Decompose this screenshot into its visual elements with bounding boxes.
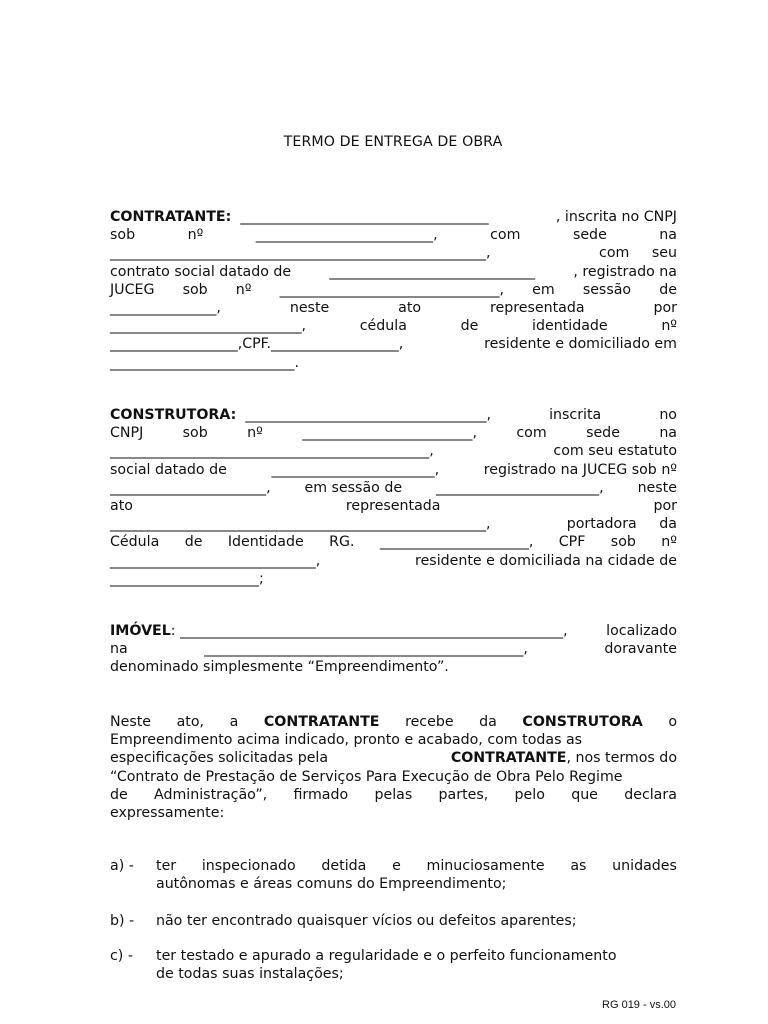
text-line: Empreendimento acima indicado, pronto e acabado, com todas as [110,732,583,749]
text-line: expressamente: [110,804,225,821]
text-line: ______________________, em sessão de _______________________, neste [110,479,677,496]
text-line: _____________________________, residente e domiciliada na cidade de [110,552,677,569]
form-code: RG 019 - vs.00 [602,999,676,1011]
list-item [156,912,677,930]
text-line: não ter encontrado quaisquer vícios ou defeitos aparentes; [156,913,577,929]
blank-field: ___________________________________ [240,209,489,225]
text-line: sob nº _________________________, com sede na [110,227,677,244]
imovel-label: IMÓVEL [110,623,171,639]
list-item-label: a) - [110,858,134,874]
text-line: _______________, neste ato representada por [110,299,677,316]
blank-field: _____________________________________________________, [110,516,491,533]
text-line: contrato social datado de _____________________________ , registrado na [110,263,677,280]
blank-field: ________________________, [302,425,477,442]
text-line: CNPJ sob nº ________________________, com sede na [110,425,677,442]
text-line: de todas suas instalações; [156,966,344,983]
text-line: de Administração”, firmado pelas partes, pelo que declara [110,786,677,803]
document-title: TERMO DE ENTREGA DE OBRA [283,134,503,150]
blank-field: _____________________________________________, [110,443,434,460]
blank-field: _____________________________________________, [204,641,528,658]
text-line: Neste ato, a CONTRATANTE recebe da CONSTRUTORA o [110,714,677,730]
construtora-label: CONSTRUTORA: [110,407,237,423]
contratante-label: CONTRATANTE: [110,209,232,225]
blank-field: _____________________________ [329,263,536,280]
text-line: denominado simplesmente “Empreendimento”. [110,659,449,676]
text-line: ___________________________, cédula de identidade nº [110,318,677,335]
declaration-paragraph [110,713,677,822]
text-line: CONTRATANTE: ___________________________________ , inscrita no CNPJ [110,209,677,225]
list-item [156,947,677,983]
blank-field: ______________________________________________________, [180,623,568,639]
text-line: CONSTRUTORA: __________________________________, inscrita no [110,407,677,423]
text-line: __________________,CPF.__________________, residente e domiciliado em [110,336,677,353]
text-line: social datado de _______________________, registrado na JUCEG sob nº [110,461,677,478]
blank-field: __________________________. [110,354,299,371]
text-line: IMÓVEL: ______________________________________________________, localizado [110,623,677,639]
list-item [156,857,677,893]
text-line: “Contrato de Prestação de Serviços Para Execução de Obra Pelo Regime [110,768,623,785]
blank-field: _____________________, [379,534,534,551]
blank-field: _____________________________________________________, [110,245,491,262]
list-item-label: b) - [110,913,135,929]
text-line [110,570,677,588]
blank-field: _______________________, [271,461,440,478]
contratante-section [110,208,677,372]
text-line: especificações solicitadas pela CONTRATANTE, nos termos do [110,750,677,767]
text-line: JUCEG sob nº _______________________________, em sessão de [110,281,677,298]
imovel-section [110,622,677,677]
text-line: na _____________________________________________, doravante [110,641,677,658]
blank-field: ______________________, [110,479,271,496]
text-line: _____________________________________________________, com seu [110,245,677,262]
text-line: autônomas e áreas comuns do Empreendimento; [156,876,507,893]
blank-field: _____________________________, [110,552,321,569]
text-line: _____________________________________________, com seu estatuto [110,443,677,460]
blank-field: _______________________, [435,479,604,496]
text-line: Cédula de Identidade RG. _____________________, CPF sob nº [110,534,677,551]
text-line: ato representada por [110,497,677,514]
text-line: _____________________________________________________, portadora da [110,516,677,533]
blank-field: __________________,CPF.__________________, [110,336,404,353]
blank-field: _______________, [110,299,221,316]
construtora-section [110,406,677,588]
blank-field: __________________________________, [245,407,492,423]
text-line: ter inspecionado detida e minuciosamente as unidades [156,858,677,874]
blank-field: ___________________________, [110,318,307,335]
list-item-label: c) - [110,948,133,964]
text-line [110,354,677,372]
blank-field: _______________________________, [279,281,504,298]
blank-field: _____________________; [110,570,264,587]
text-line: ter testado e apurado a regularidade e o perfeito funcionamento [156,948,617,964]
blank-field: _________________________, [255,227,438,244]
